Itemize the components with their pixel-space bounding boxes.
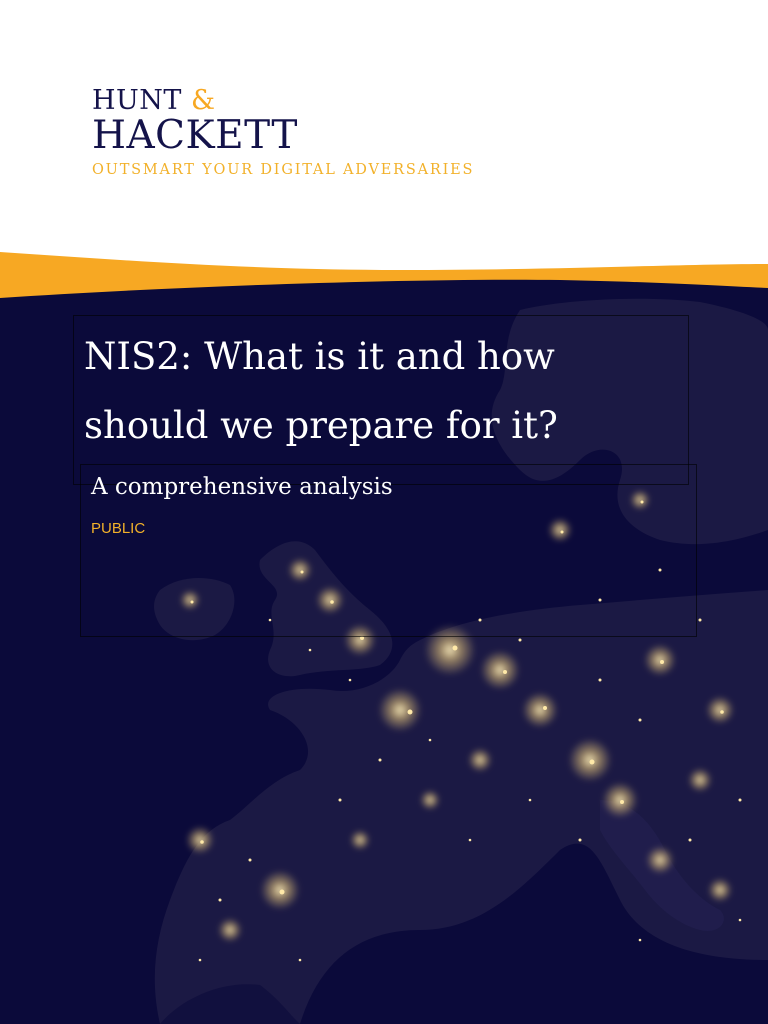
logo-ampersand: & bbox=[191, 85, 216, 116]
document-title: NIS2: What is it and how should we prepare for it? bbox=[84, 335, 558, 447]
logo-word-hunt: HUNT bbox=[92, 85, 182, 116]
logo-line-1 bbox=[92, 86, 298, 116]
document-subtitle: A comprehensive analysis bbox=[91, 474, 393, 500]
classification-label: PUBLIC bbox=[91, 520, 146, 537]
company-tagline: OUTSMART YOUR DIGITAL ADVERSARIES bbox=[92, 162, 475, 178]
company-logo bbox=[92, 86, 298, 156]
logo-word-hackett: HACKETT bbox=[92, 113, 298, 158]
